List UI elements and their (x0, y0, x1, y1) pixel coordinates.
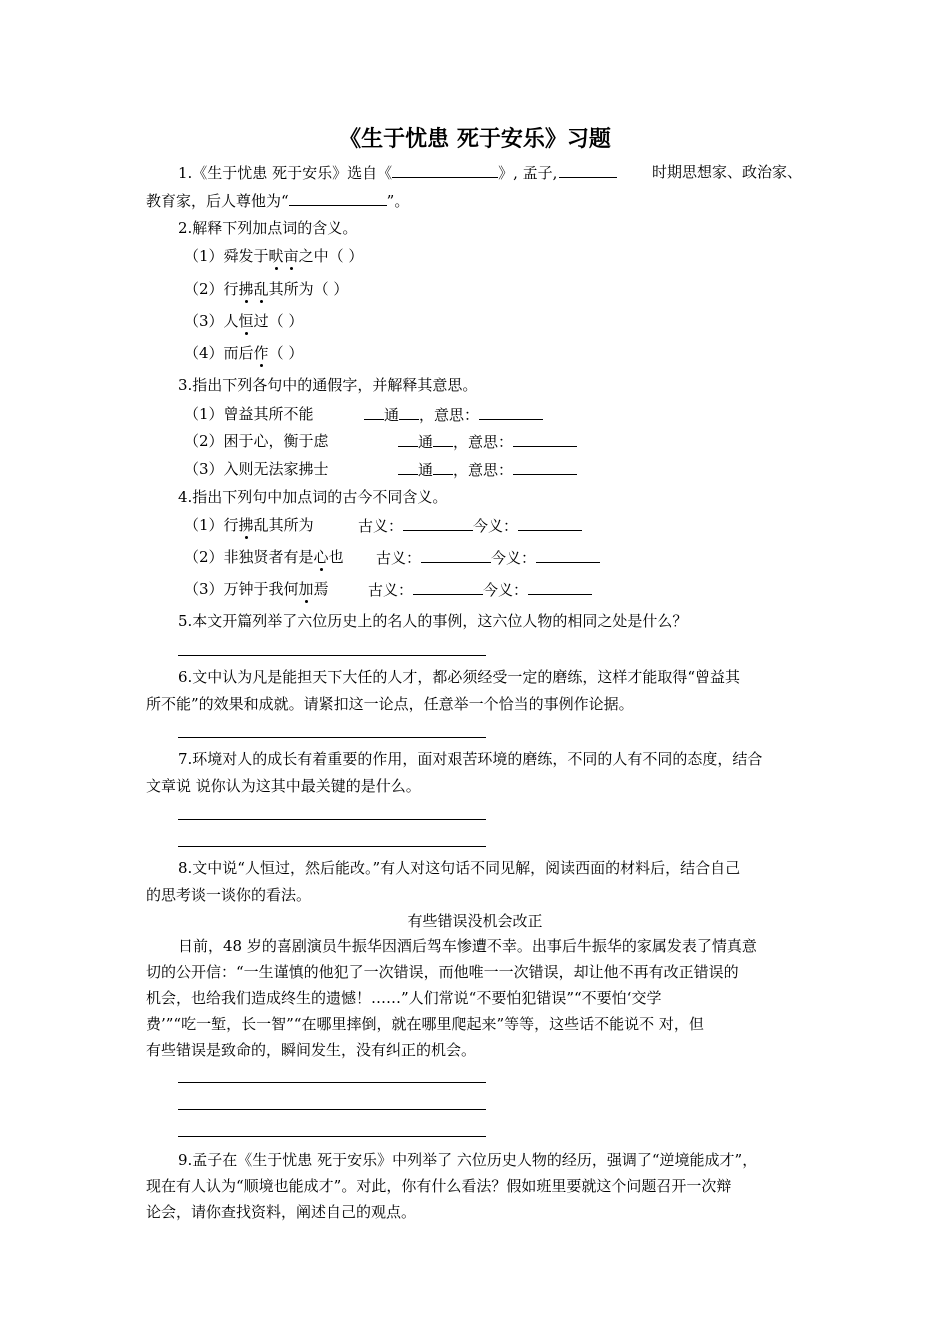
q2-item-3: （3）人恒过（ ） (184, 312, 304, 330)
q9-line2: 现在有人认为“顺境也能成才”。对此，你有什么看法？假如班里要就这个问题召开一次辩 (146, 1177, 732, 1195)
q9-line3: 论会，请你查找资料，阐述自己的观点。 (146, 1203, 417, 1221)
passage-line: 机会，也给我们造成终生的遗憾！……”人们常说“不要怕犯错误”“不要怕‘交学 (146, 989, 662, 1007)
q8-line1: 8.文中说“人恒过，然后能改。”有人对这句话不同见解，阅读西面的材料后，结合自己 (178, 859, 741, 877)
q7-line2: 文章说 说你认为这其中最关键的是什么。 (146, 777, 421, 795)
q8-line2: 的思考谈一谈你的看法。 (146, 886, 312, 904)
answer-blank[interactable] (559, 162, 617, 178)
q3-item-2-answer: 通 ，意思： (398, 431, 577, 452)
q2-item-1: （1）舜发于畎亩之中（ ） (184, 247, 364, 265)
q5-question: 5.本文开篇列举了六位历史上的名人的事例，这六位人物的相同之处是什么？ (178, 612, 688, 630)
q4-item-3-answer: 古义： 今义： (368, 579, 592, 600)
passage-line: 费’”“吃一堑，长一智”“在哪里摔倒，就在哪里爬起来”等等，这些话不能说不 对，但 (146, 1015, 704, 1033)
q6-line1: 6.文中认为凡是能担天下大任的人才，都必须经受一定的磨练，这样才能取得“曾益其 (178, 668, 740, 686)
q1-line1: 1.《生于忧患 死于安乐》选自《 》, 孟子, (178, 162, 617, 183)
q2-heading: 2.解释下列加点词的含义。 (178, 219, 358, 237)
answer-line[interactable] (178, 1136, 486, 1137)
q6-line2: 所不能”的效果和成就。请紧扣这一论点，任意举一个恰当的事例作论据。 (146, 695, 634, 713)
q2-item-4: （4）而后作（ ） (184, 344, 304, 362)
q9-line1: 9.孟子在《生于忧患 死于安乐》中列举了 六位历史人物的经历，强调了“逆境能成才”， (178, 1151, 758, 1169)
q3-item-1-answer: 通 ，意思： (364, 404, 543, 425)
q4-heading: 4.指出下列句中加点词的古今不同含义。 (178, 488, 448, 506)
answer-line[interactable] (178, 737, 486, 738)
q2-item-2: （2）行拂乱其所为（ ） (184, 280, 349, 298)
answer-line[interactable] (178, 655, 486, 656)
q1-line2: 教育家，后人尊他为“ ”。 (146, 192, 410, 210)
q3-item-1: （1）曾益其所不能 (184, 405, 314, 423)
q3-item-3-answer: 通 ，意思： (398, 459, 577, 480)
q1-line1-tail: 时期思想家、政治家、 (652, 163, 803, 181)
passage-line: 日前，48 岁的喜剧演员牛振华因酒后驾车惨遭不幸。出事后牛振华的家属发表了情真意 (178, 937, 757, 955)
q4-item-1: （1）行拂乱其所为 (184, 516, 314, 534)
q4-item-3: （3）万钟于我何加焉 (184, 580, 329, 598)
q4-item-2-answer: 古义： 今义： (376, 547, 600, 568)
passage-line: 切的公开信：“一生谨慎的他犯了一次错误，而他唯一一次错误，却让他不再有改正错误的 (146, 963, 739, 981)
answer-line[interactable] (178, 1082, 486, 1083)
passage-line: 有些错误是致命的，瞬间发生，没有纠正的机会。 (146, 1041, 477, 1059)
passage-title: 有些错误没机会改正 (407, 912, 543, 930)
answer-blank[interactable] (289, 190, 387, 206)
q4-item-2: （2）非独贤者有是心也 (184, 548, 344, 566)
q3-heading: 3.指出下列各句中的通假字，并解释其意思。 (178, 376, 478, 394)
answer-line[interactable] (178, 846, 486, 847)
page-title: 《生于忧患 死于安乐》习题 (339, 127, 611, 152)
answer-line[interactable] (178, 1109, 486, 1110)
answer-line[interactable] (178, 819, 486, 820)
answer-blank[interactable] (392, 162, 498, 178)
q3-item-3: （3）入则无法家拂士 (184, 460, 329, 478)
q4-item-1-answer: 古义： 今义： (358, 515, 582, 536)
q7-line1: 7.环境对人的成长有着重要的作用，面对艰苦环境的磨练，不同的人有不同的态度，结合 (178, 750, 763, 768)
q3-item-2: （2）困于心，衡于虑 (184, 432, 329, 450)
